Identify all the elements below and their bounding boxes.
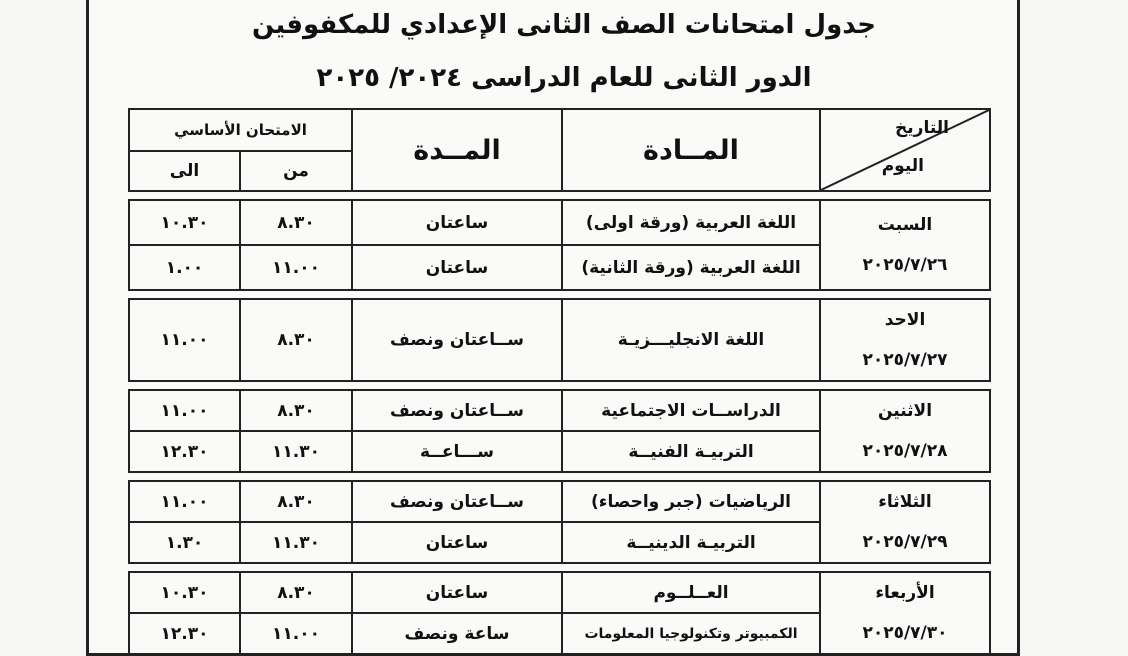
duration-cell: ساعتان bbox=[352, 200, 562, 245]
date-day-header bbox=[820, 109, 990, 191]
day-date: ٢٠٢٥/٧/٢٩ bbox=[862, 532, 948, 552]
subject-cell: الرياضيات (جبر واحصاء) bbox=[562, 481, 820, 522]
day-cell bbox=[820, 390, 990, 472]
day-date: ٢٠٢٥/٧/٢٨ bbox=[862, 441, 948, 461]
to-cell: ١٠.٣٠ bbox=[129, 200, 240, 245]
to-cell: ١١.٠٠ bbox=[129, 390, 240, 431]
from-cell: ٨.٣٠ bbox=[240, 200, 352, 245]
duration-cell: ســاعتان ونصف bbox=[352, 390, 562, 431]
duration-cell: ساعتان bbox=[352, 572, 562, 613]
subject-header: المــادة bbox=[562, 109, 820, 191]
day-name: السبت bbox=[877, 215, 933, 235]
page-subtitle: الدور الثانى للعام الدراسى ٢٠٢٤/ ٢٠٢٥ bbox=[316, 63, 812, 93]
page-title: جدول امتحانات الصف الثانى الإعدادي للمكفوفين bbox=[252, 10, 876, 40]
from-cell: ٨.٣٠ bbox=[240, 572, 352, 613]
day-header-label: اليوم bbox=[881, 156, 924, 176]
from-cell: ٨.٣٠ bbox=[240, 299, 352, 381]
date-header-label: التاريخ bbox=[895, 118, 949, 138]
main-exam-header: الامتحان الأساسي bbox=[129, 109, 352, 151]
duration-cell: ساعة ونصف bbox=[352, 613, 562, 654]
day-name: الثلاثاء bbox=[878, 492, 932, 512]
from-cell: ١١.٣٠ bbox=[240, 522, 352, 563]
subject-cell: اللغة الانجليـــزيـة bbox=[562, 299, 820, 381]
from-cell: ٨.٣٠ bbox=[240, 390, 352, 431]
day-cell bbox=[820, 481, 990, 563]
subject-cell: الدراســات الاجتماعية bbox=[562, 390, 820, 431]
from-cell: ١١.٠٠ bbox=[240, 613, 352, 654]
day-name: الاثنين bbox=[877, 401, 933, 421]
to-cell: ١٠.٣٠ bbox=[129, 572, 240, 613]
day-cell bbox=[820, 299, 990, 381]
to-cell: ١١.٠٠ bbox=[129, 481, 240, 522]
duration-cell: ساعتان bbox=[352, 522, 562, 563]
subject-cell: العــلــوم bbox=[562, 572, 820, 613]
to-cell: ١١.٠٠ bbox=[129, 299, 240, 381]
exam-schedule-table bbox=[128, 108, 991, 655]
duration-cell: ســـاعــة bbox=[352, 431, 562, 472]
to-cell: ١.٠٠ bbox=[129, 245, 240, 290]
from-cell: ١١.٣٠ bbox=[240, 431, 352, 472]
subject-cell: الكمبيوتر وتكنولوجيا المعلومات bbox=[562, 613, 820, 654]
duration-cell: ســاعتان ونصف bbox=[352, 481, 562, 522]
duration-cell: ساعتان bbox=[352, 245, 562, 290]
to-cell: ١٢.٣٠ bbox=[129, 431, 240, 472]
from-cell: ٨.٣٠ bbox=[240, 481, 352, 522]
day-name: الأربعاء bbox=[875, 583, 935, 603]
subject-cell: اللغة العربية (ورقة الثانية) bbox=[562, 245, 820, 290]
subject-cell: اللغة العربية (ورقة اولى) bbox=[562, 200, 820, 245]
to-header: الى bbox=[129, 151, 240, 191]
subject-cell: التربيـة الفنيــة bbox=[562, 431, 820, 472]
duration-cell: ســاعتان ونصف bbox=[352, 299, 562, 381]
duration-header: المــدة bbox=[352, 109, 562, 191]
day-cell bbox=[820, 572, 990, 654]
subject-cell: التربيـة الدينيــة bbox=[562, 522, 820, 563]
from-cell: ١١.٠٠ bbox=[240, 245, 352, 290]
day-date: ٢٠٢٥/٧/٢٧ bbox=[862, 350, 948, 370]
day-cell bbox=[820, 200, 990, 290]
day-date: ٢٠٢٥/٧/٢٦ bbox=[862, 255, 948, 275]
to-cell: ١.٣٠ bbox=[129, 522, 240, 563]
to-cell: ١٢.٣٠ bbox=[129, 613, 240, 654]
day-name: الاحد bbox=[884, 310, 926, 330]
day-date: ٢٠٢٥/٧/٣٠ bbox=[862, 623, 948, 643]
from-header: من bbox=[240, 151, 352, 191]
